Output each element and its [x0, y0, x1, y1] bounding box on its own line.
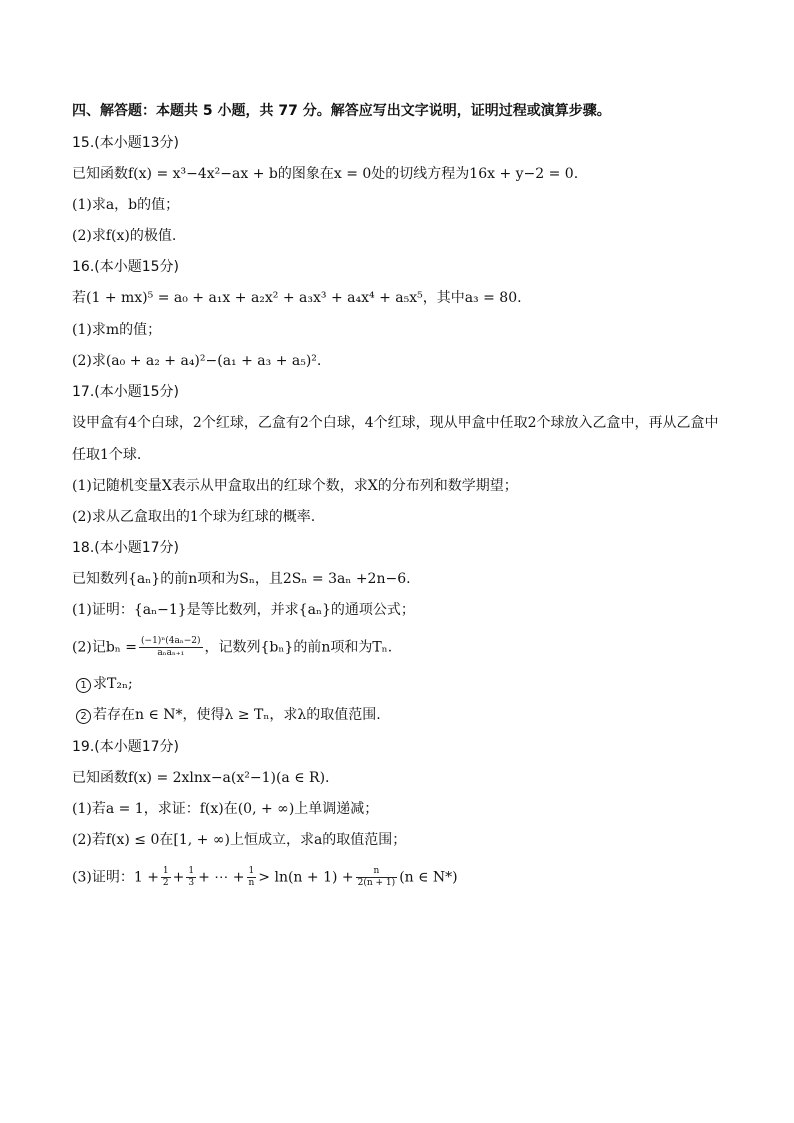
fraction-denominator: n — [248, 878, 255, 888]
fraction-one-half — [161, 866, 171, 889]
problem-16-part-2: (2)求(a₀ + a₂ + a₄)²−(a₁ + a₃ + a₅)². — [72, 353, 322, 369]
sub-1-text: 求T₂ₙ; — [93, 676, 133, 692]
fraction-bn — [139, 636, 202, 659]
problem-18-part-2-suffix: ，记数列{bₙ}的前n项和为Tₙ. — [204, 639, 393, 656]
problem-18-part-1: (1)证明：{aₙ−1}是等比数列，并求{aₙ}的通项公式； — [72, 602, 415, 618]
fraction-n-over-2n1 — [356, 866, 398, 889]
problem-18-part-2-prefix: (2)记bₙ = — [72, 639, 138, 656]
problem-19-part-3 — [72, 866, 458, 889]
fraction-one-third — [186, 866, 196, 889]
fraction-denominator: 3 — [188, 878, 195, 888]
problem-18-header: 18.(本小题17分) — [72, 540, 180, 556]
fraction-numerator: 1 — [162, 866, 169, 876]
sub-2-text: 若存在n ∈ N*，使得λ ≥ Tₙ，求λ的取值范围. — [93, 707, 381, 723]
problem-17-statement-line-2: 任取1个球. — [72, 447, 142, 463]
inequality-middle: > ln(n + 1) + — [258, 869, 354, 886]
plus-sign: + — [172, 869, 185, 886]
problem-17-part-1: (1)记随机变量X表示从甲盒取出的红球个数，求X的分布列和数学期望； — [72, 478, 518, 494]
problem-15-header: 15.(本小题13分) — [72, 135, 180, 151]
problem-18-part-2 — [72, 636, 392, 659]
problem-16-header: 16.(本小题15分) — [72, 259, 180, 275]
problem-15-statement: 已知函数f(x) = x³−4x²−ax + b的图象在x = 0处的切线方程为16x + y−2 = 0. — [72, 166, 579, 182]
ellipsis-plus: + ⋯ + — [198, 869, 245, 886]
fraction-numerator: 1 — [188, 866, 195, 876]
circled-two-icon: 2 — [76, 709, 91, 724]
problem-17-part-2: (2)求从乙盒取出的1个球为红球的概率. — [72, 509, 316, 525]
problem-17-statement-line-1: 设甲盒有4个白球，2个红球，乙盒有2个白球，4个红球，现从甲盒中任取2个球放入乙盒中，再从乙盒中 — [72, 415, 719, 431]
fraction-numerator: n — [356, 866, 398, 878]
section-heading: 四、解答题：本题共 5 小题，共 77 分。解答应写出文字说明，证明过程或演算步骤。 — [72, 103, 611, 119]
problem-19-part-2: (2)若f(x) ≤ 0在[1, + ∞)上恒成立，求a的取值范围； — [72, 832, 407, 848]
fraction-numerator: (−1)ⁿ(4aₙ−2) — [141, 636, 201, 646]
problem-18-statement: 已知数列{aₙ}的前n项和为Sₙ，且2Sₙ = 3aₙ +2n−6. — [72, 571, 411, 587]
fraction-denominator: aₙaₙ₊₁ — [157, 648, 185, 658]
fraction-denominator: 2 — [162, 878, 169, 888]
part-3-prefix: (3)证明：1 + — [72, 869, 159, 886]
fraction-denominator: 2(n + 1) — [357, 878, 396, 888]
problem-19-part-1: (1)若a = 1，求证：f(x)在(0, + ∞)上单调递减； — [72, 801, 379, 817]
circled-one-icon: 1 — [76, 678, 91, 693]
problem-19-header: 19.(本小题17分) — [72, 739, 180, 755]
problem-15-part-1: (1)求a，b的值； — [72, 197, 180, 213]
problem-16-statement: 若(1 + mx)⁵ = a₀ + a₁x + a₂x² + a₃x³ + a₄x⁴ + a₅x⁵，其中a₃ = 80. — [72, 290, 522, 306]
problem-19-statement: 已知函数f(x) = 2xlnx−a(x²−1)(a ∈ R). — [72, 770, 330, 786]
problem-17-header: 17.(本小题15分) — [72, 384, 180, 400]
problem-18-sub-2 — [76, 705, 381, 725]
part-3-suffix: (n ∈ N*) — [399, 869, 458, 886]
problem-15-part-2: (2)求f(x)的极值. — [72, 228, 177, 244]
problem-18-sub-1 — [76, 674, 133, 694]
fraction-numerator: 1 — [247, 866, 257, 878]
fraction-one-over-n — [247, 866, 257, 889]
problem-16-part-1: (1)求m的值； — [72, 322, 162, 338]
